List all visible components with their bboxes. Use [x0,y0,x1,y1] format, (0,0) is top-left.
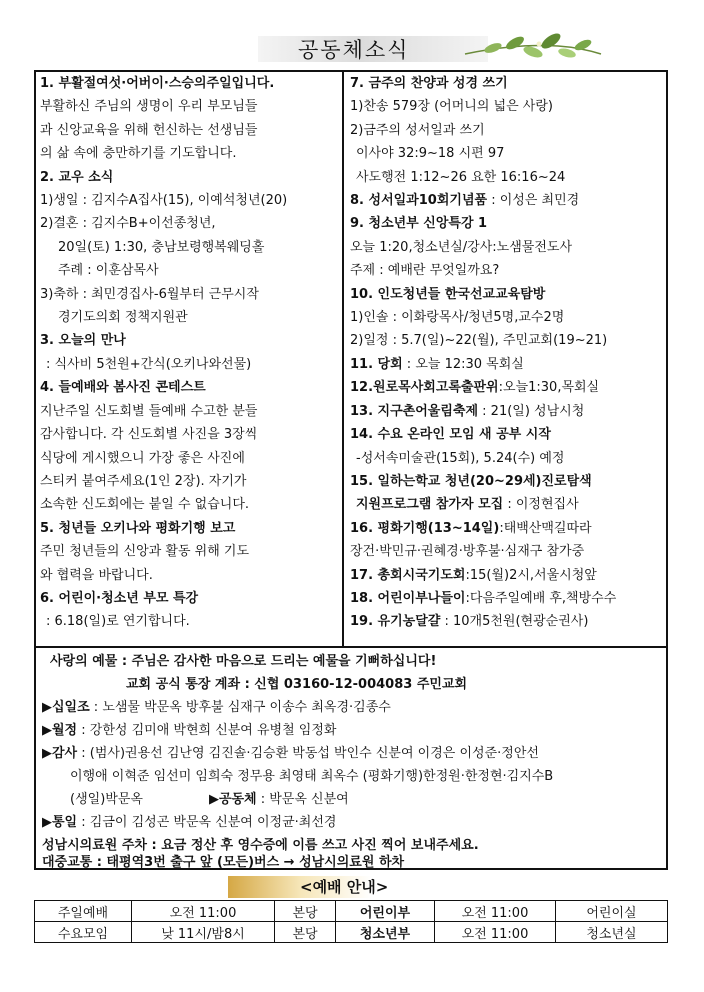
thanks-line-3 [70,788,349,807]
monthly-names: : 강한성 김미애 박현희 신분여 유병철 임정화 [77,723,337,738]
news-heading: 4. 들예배와 봄사진 콘테스트 [40,380,206,396]
news-text: 주제 : 예배란 무엇일까요? [350,263,500,279]
news-line [350,423,664,446]
news-heading: 14. 수요 온라인 모임 새 공부 시작 [350,427,551,443]
offering-line: 사랑의 예물 : 주님은 감사한 마음으로 드리는 예물을 기뻐하십니다! [50,654,437,669]
tithe-line [42,696,391,715]
news-text: 의 삶 속에 충만하기를 기도합니다. [40,146,237,162]
news-line [350,166,664,189]
news-line [40,72,338,95]
news-line [350,119,664,142]
news-line [40,587,338,610]
news-text: : 6.18(일)로 연기합니다. [46,614,190,630]
news-line [350,493,664,516]
column-divider [342,70,344,648]
community-label: ▶공동체 [208,792,257,807]
news-heading: 5. 청년들 오키나와 평화기행 보고 [40,520,236,536]
leaf-vine-icon [463,30,603,66]
unity-label: ▶통일 [42,815,78,830]
news-line [350,400,664,423]
news-heading: 18. 어린이부나들이 [350,590,466,606]
news-line [40,447,338,470]
tithe-names: : 노샘물 박문옥 방후불 심재구 이송수 최옥경·김종수 [89,700,391,715]
header [258,30,608,66]
account-line: 교회 공식 통장 계좌 : 신협 03160-12-004083 주민교회 [126,677,468,692]
table-cell: 오전 11:00 [132,901,275,922]
offering-section [34,646,668,870]
worship-schedule-table [34,900,668,943]
news-line [40,517,338,540]
unity-line [42,811,336,830]
table-cell: 청소년실 [556,922,668,943]
unity-names: : 김금이 김성곤 박문옥 신분여 이정균·최선경 [77,815,337,830]
thanks-label: ▶감사 [42,746,78,761]
news-detail: : 21(일) 성남시청 [478,403,585,419]
news-line [40,283,338,306]
news-heading: 8. 성서일과10회기념품 [350,193,488,209]
table-cell: 오전 11:00 [435,901,556,922]
community-names: : 박문옥 신분여 [256,792,349,807]
news-line [350,212,664,235]
news-text: 2)결혼 : 김지수B+이선종청년, [40,216,216,232]
news-text: 과 신앙교육을 위해 헌신하는 선생님들 [40,122,258,138]
thanks-line [42,742,539,761]
news-text: 1)생일 : 김지수A집사(15), 이예석청년(20) [40,193,288,209]
right-column [350,72,664,634]
news-text: 부활하신 주님의 생명이 우리 부모님들 [40,99,258,115]
news-line [350,142,664,165]
news-text: 이사야 32:9~18 시편 97 [356,146,505,162]
news-line [40,610,338,633]
thanks-names-3: (생일)박문옥 [70,792,143,807]
news-text: -성서속미술관(15회), 5.24(수) 예정 [356,450,565,466]
news-text: 경기도의회 정책지원관 [58,310,188,326]
news-heading: 16. 평화기행(13~14일) [350,520,500,536]
news-line [40,376,338,399]
news-text: 2)일정 : 5.7(일)~22(월), 주민교회(19~21) [350,333,608,349]
news-heading: 12.원로목사회고록출판위 [350,380,499,396]
news-line [350,376,664,399]
news-heading: 19. 유기농달걀 [350,614,441,630]
news-text: 1)찬송 579장 (어머니의 넓은 사랑) [350,99,553,115]
news-line [350,470,664,493]
news-line [40,142,338,165]
news-line [350,353,664,376]
news-line [350,189,664,212]
news-line [40,493,338,516]
news-line [350,72,664,95]
news-text: 사도행전 1:12~26 요한 16:16~24 [356,169,566,185]
news-text: 1)인솔 : 이화랑목사/청년5명,교수2명 [350,310,565,326]
news-line [40,329,338,352]
news-line [350,259,664,282]
tithe-label: ▶십일조 [42,700,90,715]
news-detail: : 이정현집사 [503,497,579,513]
parking-notice: 성남시의료원 주차 : 요금 정산 후 영수증에 이름 쓰고 사진 찍어 보내주세요. [42,838,479,853]
thanks-names-1: : (범사)권용선 김난영 김진솔·김승환 박동섭 박인수 신분여 이경은 이성준·정안선 [77,746,539,761]
news-text: 식당에 게시했으니 가장 좋은 사진에 [40,450,245,466]
table-cell: 본당 [275,922,336,943]
news-heading: 지원프로그램 참가자 모집 [356,497,504,513]
news-line [40,189,338,212]
news-line [350,517,664,540]
table-cell: 청소년부 [336,922,435,943]
table-cell: 수요모임 [35,922,132,943]
news-text: 지난주일 신도회별 들예배 수고한 분들 [40,403,258,419]
monthly-line [42,719,336,738]
left-column [40,72,338,634]
news-line [40,540,338,563]
news-heading: 17. 총회시국기도회 [350,567,466,583]
news-text: 스티커 붙여주세요(1인 2장). 자기가 [40,473,247,489]
table-cell: 본당 [275,901,336,922]
news-line [40,236,338,259]
news-detail: :오늘1:30,목회실 [498,380,600,396]
news-line [350,95,664,118]
news-detail: :태백산맥길따라 [499,520,592,536]
news-text: 오늘 1:20,청소년실/강사:노샘물전도사 [350,239,573,255]
news-heading: 11. 당회 [350,356,403,372]
news-detail: : 이성은 최민경 [487,193,580,209]
news-heading: 13. 지구촌어울림축제 [350,403,479,419]
news-line [350,283,664,306]
news-text: 장건·박민규·권혜경·방후불·심재구 참가중 [350,544,585,560]
news-heading: 9. 청소년부 신앙특강 1 [350,216,488,232]
news-heading: 3. 오늘의 만나 [40,333,126,349]
monthly-label: ▶월정 [42,723,78,738]
news-heading: 2. 교우 소식 [40,169,114,185]
news-line [40,470,338,493]
news-line [350,329,664,352]
news-line [350,587,664,610]
news-text: 주민 청년들의 신앙과 활동 위해 기도 [40,544,250,560]
news-text: 20일(토) 1:30, 충남보령행복웨딩홀 [58,239,265,255]
news-line [40,423,338,446]
news-heading: 6. 어린이·청소년 부모 특강 [40,590,199,606]
news-line [350,306,664,329]
news-line [350,610,664,633]
news-text: 감사합니다. 각 신도회별 사진을 3장씩 [40,427,258,443]
news-text: 주례 : 이훈삼목사 [58,263,159,279]
news-heading: 7. 금주의 찬양과 성경 쓰기 [350,76,508,91]
news-text: : 식사비 5천원+간식(오키나와선물) [46,356,252,372]
news-text: 3)축하 : 최민경집사-6월부터 근무시작 [40,286,259,302]
news-line [40,166,338,189]
news-detail: :15(월)2시,서울시청앞 [465,567,597,583]
news-line [40,353,338,376]
thanks-names-2: 이행애 이혁준 임선미 임희숙 정무용 최영태 최옥수 (평화기행)한정원·한정현·김지수B [70,769,554,784]
news-line [40,564,338,587]
table-cell: 어린이실 [556,901,668,922]
news-heading: 10. 인도청년들 한국선교교육탐방 [350,286,546,302]
news-line [350,447,664,470]
table-cell: 주일예배 [35,901,132,922]
news-text: 소속한 신도회에는 붙일 수 없습니다. [40,497,250,513]
news-heading: 15. 일하는학교 청년(20~29세)진로탐색 [350,473,592,489]
news-heading: 1. 부활절여섯·어버이·스승의주일입니다. [40,76,275,91]
news-detail: : 10개5천원(현광순권사) [440,614,589,630]
news-line [350,540,664,563]
transit-notice: 대중교통 : 태평역3번 출구 앞 (모든)버스 → 성남시의료원 하차 [42,855,405,870]
table-cell: 어린이부 [336,901,435,922]
news-line [40,212,338,235]
table-cell: 낮 11시/밤8시 [132,922,275,943]
worship-guide-header [228,874,468,898]
news-line [40,400,338,423]
table-row [35,901,668,922]
table-row [35,922,668,943]
news-line [40,306,338,329]
news-line [40,119,338,142]
news-detail: :다음주일예배 후,책방수수 [465,590,617,606]
worship-guide-title: <예배 안내> [300,878,389,896]
news-text: 와 협력을 바랍니다. [40,567,153,583]
news-line [350,236,664,259]
page-title: 공동체소식 [298,38,410,62]
news-text: 2)금주의 성서일과 쓰기 [350,122,485,138]
news-detail: : 오늘 12:30 목회실 [402,356,524,372]
news-line [40,259,338,282]
news-line [40,95,338,118]
news-line [350,564,664,587]
table-cell: 오전 11:00 [435,922,556,943]
